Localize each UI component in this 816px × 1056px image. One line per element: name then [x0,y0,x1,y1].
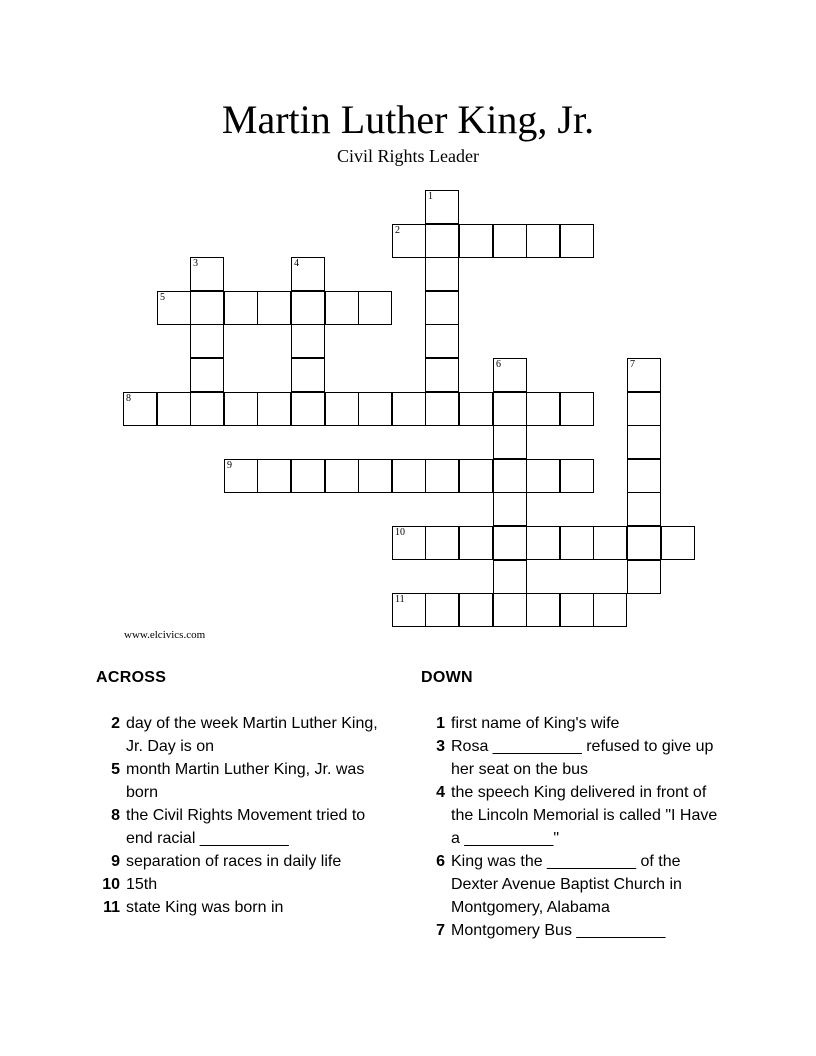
crossword-cell[interactable] [392,459,426,493]
cell-number: 2 [395,225,400,236]
crossword-cell[interactable] [190,358,224,392]
crossword-cell[interactable] [526,392,560,426]
clue-number: 8 [111,807,120,824]
clue-number: 7 [436,922,445,939]
crossword-cell[interactable] [661,526,695,560]
crossword-cell[interactable] [593,593,627,627]
crossword-cell[interactable] [560,224,594,258]
clue-text: Montgomery Bus __________ [451,922,666,939]
crossword-cell[interactable] [291,392,325,426]
crossword-cell[interactable] [392,392,426,426]
down-clue-list [421,712,721,942]
crossword-cell[interactable] [560,593,594,627]
crossword-cell[interactable] [560,459,594,493]
clue-number: 4 [436,784,445,801]
page-title: Martin Luther King, Jr. [221,97,595,142]
crossword-cell[interactable] [493,593,527,627]
across-heading: ACROSS [96,669,167,686]
crossword-cell[interactable] [627,358,661,392]
cell-number: 11 [395,594,405,605]
cell-number: 4 [294,258,299,269]
crossword-cell[interactable] [526,459,560,493]
down-clue [421,850,721,919]
across-clue [96,804,396,850]
clue-number: 2 [111,715,120,732]
crossword-cell[interactable] [425,224,459,258]
crossword-cell[interactable] [459,526,493,560]
crossword-cell[interactable] [257,291,291,325]
crossword-cell[interactable] [493,358,527,392]
crossword-cell[interactable] [190,257,224,291]
across-clue-list [96,712,396,919]
crossword-cell[interactable] [560,526,594,560]
crossword-cell[interactable] [627,560,661,594]
crossword-cell[interactable] [425,291,459,325]
crossword-cell[interactable] [627,425,661,459]
crossword-cell[interactable] [425,459,459,493]
cell-number: 8 [126,393,131,404]
crossword-cell[interactable] [425,358,459,392]
crossword-cell[interactable] [459,459,493,493]
site-url: www.elcivics.com [124,629,206,641]
clue-number: 6 [436,853,445,870]
crossword-cell[interactable] [224,392,258,426]
cell-number: 1 [428,191,433,202]
clue-text: month Martin Luther King, Jr. was born [126,761,365,801]
clue-number: 9 [111,853,120,870]
cell-number: 3 [193,258,198,269]
crossword-cell[interactable] [257,392,291,426]
crossword-cell[interactable] [493,224,527,258]
crossword-cell[interactable] [493,392,527,426]
crossword-cell[interactable] [358,392,392,426]
crossword-cell[interactable] [627,459,661,493]
clue-text: 15th [126,876,158,893]
crossword-cell[interactable] [325,459,359,493]
cell-number: 7 [630,359,635,370]
clue-text: first name of King's wife [451,715,620,732]
crossword-cell[interactable] [459,392,493,426]
crossword-cell[interactable] [392,526,426,560]
cell-number: 6 [496,359,501,370]
crossword-cell[interactable] [459,593,493,627]
crossword-cell[interactable] [157,392,191,426]
clue-text: King was the __________ of the Dexter Avenue Baptist Church in Montgomery, Alabama [451,853,682,916]
crossword-cell[interactable] [190,392,224,426]
across-clue [96,896,396,919]
crossword-cell[interactable] [526,526,560,560]
crossword-cell[interactable] [291,358,325,392]
clue-text: the speech King delivered in front of the Lincoln Memorial is called "I Have a __________" [451,784,718,847]
cell-number: 9 [227,460,232,471]
down-clue [421,712,721,735]
down-clue [421,735,721,781]
cell-number: 5 [160,292,165,303]
clue-text: Rosa __________ refused to give up her seat on the bus [451,738,714,778]
crossword-cell[interactable] [526,224,560,258]
crossword-cell[interactable] [190,324,224,358]
across-clue [96,873,396,896]
crossword-cell[interactable] [425,526,459,560]
across-clue [96,850,396,873]
crossword-cell[interactable] [224,459,258,493]
crossword-cell[interactable] [459,224,493,258]
crossword-cell[interactable] [493,492,527,526]
crossword-cell[interactable] [257,459,291,493]
crossword-cell[interactable] [425,257,459,291]
crossword-cell[interactable] [493,425,527,459]
crossword-cell[interactable] [627,526,661,560]
clue-text: state King was born in [126,899,284,916]
crossword-cell[interactable] [425,190,459,224]
down-clue [421,919,721,942]
crossword-cell[interactable] [291,291,325,325]
crossword-cell[interactable] [493,560,527,594]
across-clue [96,712,396,758]
crossword-cell[interactable] [493,526,527,560]
crossword-cell[interactable] [392,224,426,258]
crossword-cell[interactable] [425,593,459,627]
crossword-cell[interactable] [325,392,359,426]
crossword-cell[interactable] [157,291,191,325]
crossword-cell[interactable] [123,392,157,426]
crossword-cell[interactable] [358,459,392,493]
clue-number: 3 [436,738,445,755]
crossword-cell[interactable] [526,593,560,627]
clue-text: separation of races in daily life [126,853,342,870]
crossword-cell[interactable] [190,291,224,325]
crossword-cell[interactable] [291,257,325,291]
crossword-cell[interactable] [325,291,359,325]
crossword-cell[interactable] [425,392,459,426]
crossword-cell[interactable] [627,492,661,526]
crossword-cell[interactable] [291,459,325,493]
crossword-cell[interactable] [291,324,325,358]
crossword-cell[interactable] [593,526,627,560]
across-clue [96,758,396,804]
crossword-cell[interactable] [224,291,258,325]
clue-number: 11 [103,899,120,916]
crossword-cell[interactable] [425,324,459,358]
crossword-cell[interactable] [493,459,527,493]
crossword-cell[interactable] [392,593,426,627]
down-clue [421,781,721,850]
clue-text: day of the week Martin Luther King, Jr. Day is on [126,715,378,755]
page-subtitle: Civil Rights Leader [337,146,479,166]
crossword-cell[interactable] [358,291,392,325]
clue-number: 10 [102,876,120,893]
clue-number: 1 [436,715,445,732]
crossword-cell[interactable] [560,392,594,426]
clue-text: the Civil Rights Movement tried to end racial __________ [126,807,366,847]
cell-number: 10 [395,527,405,538]
crossword-cell[interactable] [627,392,661,426]
clue-number: 5 [111,761,120,778]
down-heading: DOWN [421,669,473,686]
